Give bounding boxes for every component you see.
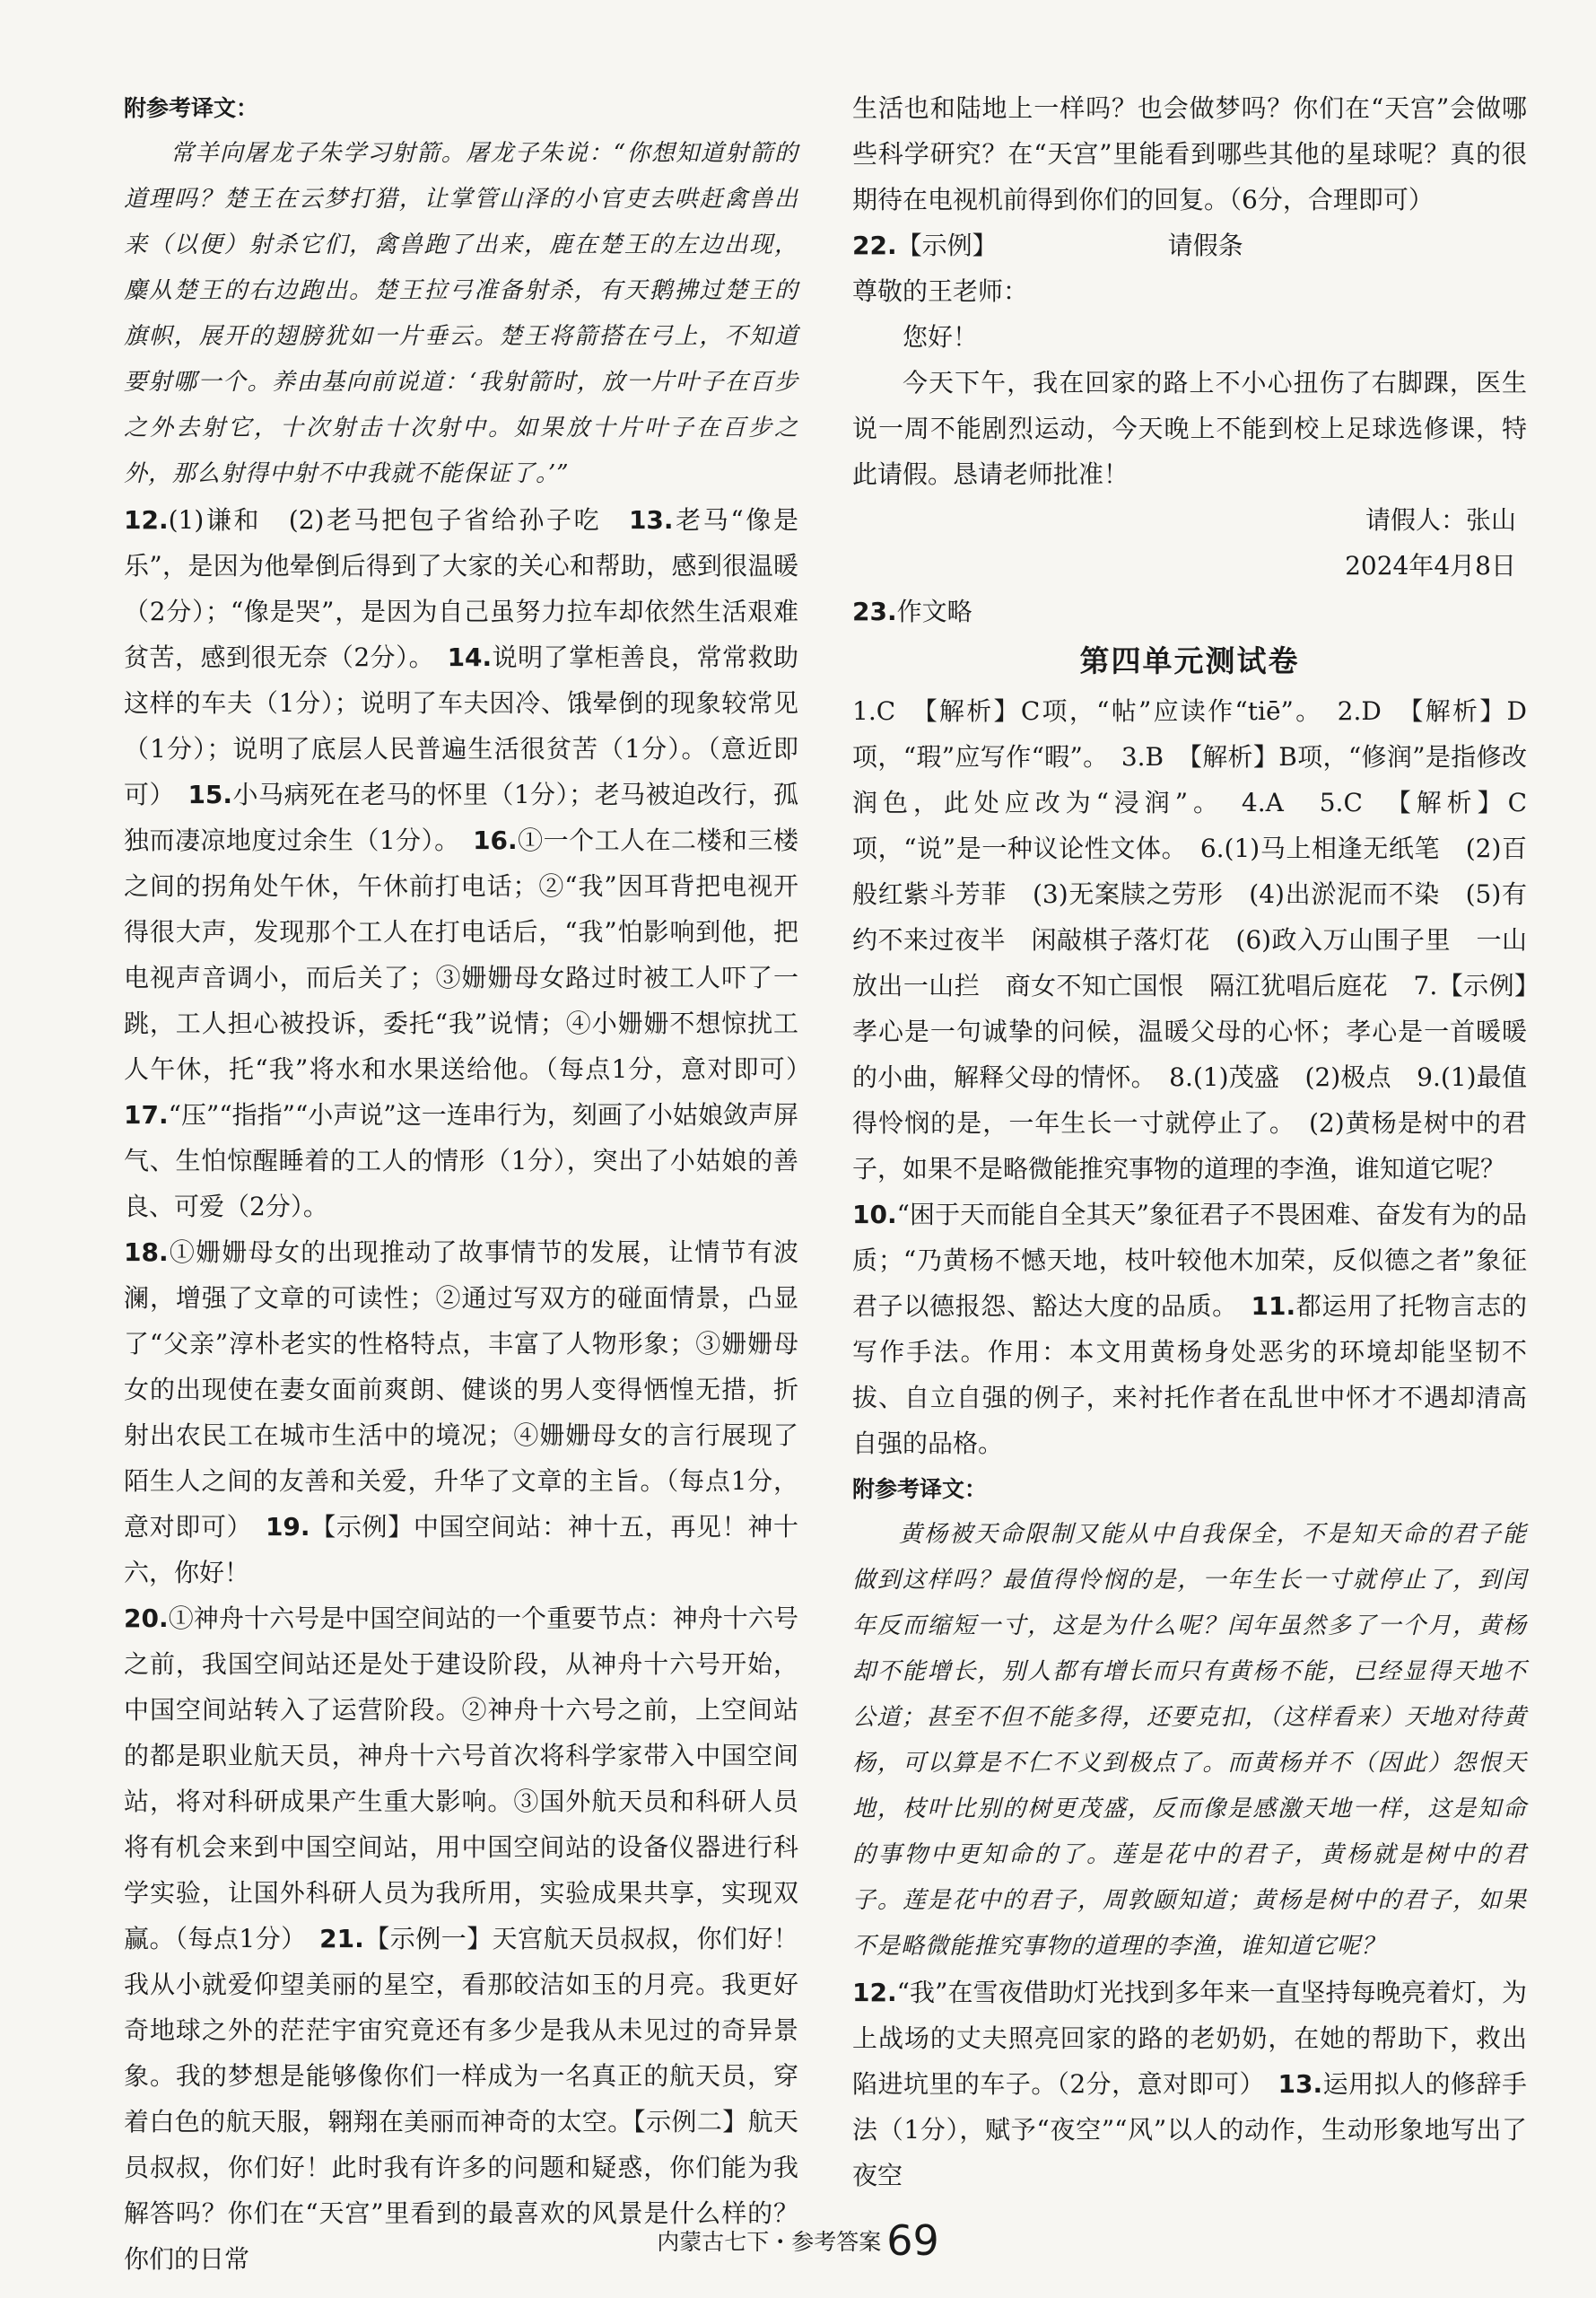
leave-note-date: 2024年4月8日 xyxy=(1345,551,1516,581)
leave-note-greeting: 尊敬的王老师： xyxy=(852,276,1029,306)
answer-num: 12. xyxy=(852,1978,897,2007)
translation-text: 常羊向屠龙子朱学习射箭。屠龙子朱说：“你想知道射箭的道理吗？楚王在云梦打猎，让掌管山泽的小官吏去哄赶禽兽出来（以便）射杀它们，禽兽跑了出来，鹿在楚王的左边出现，麋从楚王的右边跑出。楚王拉弓准备射杀，有天鹅拂过楚王的旗帜，展开的翅膀犹如一片垂云。楚王将箭搭在弓上，不知道要射哪一个。养由基向前说道：‘我射箭时，放一片叶子在百步之外去射它，十次射击十次射中。如果放十片叶子在百步之外，那么射得中射不中我就不能保证了。’” xyxy=(124,140,798,487)
answer-20-21 xyxy=(124,1595,798,2282)
answer-text: 小马病死在老马的怀里（1分）；老马被迫改行，孤独而凄凉地度过余生（1分）。 xyxy=(124,780,798,855)
answer-text: “压”“指指”“小声说”这一连串行为，刻画了小姑娘敛声屏气、生怕惊醒睡着的工人的情形（1分），突出了小姑娘的善良、可爱（2分）。 xyxy=(124,1100,798,1221)
answer-text: 作文略 xyxy=(896,597,972,626)
unit-answers-12-13 xyxy=(852,1970,1527,2198)
answer-num: 21. xyxy=(319,1924,364,1953)
answer-text: 运用拟人的修辞手法（1分），赋予“夜空”“风”以人的动作，生动形象地写出了夜空 xyxy=(852,2069,1527,2190)
unit-answers-1-9: 1.C 【解析】C项，“帖”应读作“tiē”。 2.D 【解析】D项，“瑕”应写作“暇”。 3.B 【解析】B项，“修润”是指修改润色，此处应改为“浸润”。 4.A 5.C 【解析】C项，“说”是一种议论性文体。 6.(1)马上相逢无纸笔 (2)百般红紫斗芳菲 (3)无案牍之劳形 (4)出淤泥而不染 (5)有约不来过夜半 闲敲棋子落灯花 (6)政入万山围子里 一山放出一山拦 商女不知亡国恨 隔江犹唱后庭花 7.【示例】孝心是一句诚挚的问候，温暖父母的心怀；孝心是一首暖暖的小曲，解释父母的情怀。 8.(1)茂盛 (2)极点 9.(1)最值得怜悯的是，一年生长一寸就停止了。 (2)黄杨是树中的君子，如果不是略微能推究事物的道理的李渔，谁知道它呢？ xyxy=(852,696,1527,1184)
answer-18-19 xyxy=(124,1229,798,1595)
answer-text: 说明了掌柜善良，常常救助这样的车夫（1分）；说明了车夫因冷、饿晕倒的现象较常见（1分）；说明了底层人民普遍生活很贫苦（1分）。（意近即可） xyxy=(124,642,798,809)
page-number: 69 xyxy=(886,2216,939,2265)
translation-text: 黄杨被天命限制又能从中自我保全，不是知天命的君子能做到这样吗？最值得怜悯的是，一年生长一寸就停止了，到闰年反而缩短一寸，这是为什么呢？闰年虽然多了一个月，黄杨却不能增长，别人都有增长而只有黄杨不能，已经显得天地不公道；甚至不但不能多得，还要克扣，（这样看来）天地对待黄杨，可以算是不仁不义到极点了。而黄杨并不（因此）怨恨天地，枝叶比别的树更茂盛，反而像是感激天地一样，这是知命的事物中更知命的了。莲是花中的君子，黄杨就是树中的君子。莲是花中的君子，周敦颐知道；黄杨是树中的君子，如果不是略微能推究事物的道理的李渔，谁知道它呢？ xyxy=(852,1521,1527,1960)
left-column xyxy=(124,85,824,2282)
answer-num: 20. xyxy=(124,1603,169,1633)
footer-label: 内蒙古七下・参考答案 xyxy=(657,2229,882,2255)
answer-num: 23. xyxy=(852,597,897,626)
answer-num: 15. xyxy=(188,780,233,809)
answer-num: 13. xyxy=(1278,2069,1323,2099)
answer-num: 16. xyxy=(473,826,518,855)
leave-note-hello: 您好！ xyxy=(903,322,979,352)
translation-heading: 附参考译文： xyxy=(852,1476,988,1502)
answer-text: 都运用了托物言志的写作手法。作用：本文用黄杨身处恶劣的环境却能坚韧不拔、自立自强的例子，来衬托作者在乱世中怀才不遇却清高自强的品格。 xyxy=(852,1291,1527,1458)
answer-num: 11. xyxy=(1251,1291,1296,1321)
answer-text: 老马“像是乐”，是因为他晕倒后得到了大家的关心和帮助，感到很温暖（2分）；“像是哭”，是因为自己虽努力拉车却依然生活艰难贫苦，感到很无奈（2分）。 xyxy=(124,505,798,672)
translation-heading: 附参考译文： xyxy=(124,95,259,121)
leave-note-signature: 请假人：张山 xyxy=(1365,505,1516,535)
leave-note-body: 今天下午，我在回家的路上不小心扭伤了右脚踝，医生说一周不能剧烈运动，今天晚上不能到校上足球选修课，特此请假。恳请老师批准！ xyxy=(852,368,1527,489)
answer-text: ①神舟十六号是中国空间站的一个重要节点：神舟十六号之前，我国空间站还是处于建设阶段，从神舟十六号开始，中国空间站转入了运营阶段。②神舟十六号之前，上空间站的都是职业航天员，神舟十六号首次将科学家带入中国空间站，将对科研成果产生重大影响。③国外航天员和科研人员将有机会来到中国空间站，用中国空间站的设备仪器进行科学实验，让国外科研人员为我所用，实验成果共享，实现双赢。（每点1分） xyxy=(124,1603,798,1953)
unit-title: 第四单元测试卷 xyxy=(1079,643,1300,678)
answer-num: 12. xyxy=(124,505,169,535)
answer-text: “困于天而能自全其天”象征君子不畏困难、奋发有为的品质；“乃黄杨不憾天地，枝叶较他木加荣，反似德之者”象征君子以德报怨、豁达大度的品质。 xyxy=(852,1200,1527,1321)
answer-text: ①一个工人在二楼和三楼之间的拐角处午休，午休前打电话；②“我”因耳背把电视开得很大声，发现那个工人在打电话后，“我”怕影响到他，把电视声音调小，而后关了；③姗姗母女路过时被工人吓了一跳，工人担心被投诉，委托“我”说情；④小姗姗不想惊扰工人午休，托“我”将水和水果送给他。（每点1分，意对即可） xyxy=(124,826,824,1084)
answer-22-header xyxy=(852,223,1527,268)
answer-text: 【示例一】天宫航天员叔叔，你们好！我从小就爱仰望美丽的星空，看那皎洁如玉的月亮。我更好奇地球之外的茫茫宇宙究竟还有多少是我从未见过的奇异景象。我的梦想是能够像你们一样成为一名真正的航天员，穿着白色的航天服，翱翔在美丽而神奇的太空。【示例二】航天员叔叔，你们好！此时我有许多的问题和疑惑，你们能为我解答吗？你们在“天宫”里看到的最喜欢的风景是什么样的？你们的日常 xyxy=(124,1924,798,2274)
unit-answers-10-11 xyxy=(852,1192,1527,1466)
answer-num: 19. xyxy=(265,1512,310,1542)
leave-note-title: 请假条 xyxy=(1167,231,1243,260)
answer-text: ①姗姗母女的出现推动了故事情节的发展，让情节有波澜，增强了文章的可读性；②通过写双方的碰面情景，凸显了“父亲”淳朴老实的性格特点，丰富了人物形象；③姗姗母女的出现使在妻女面前爽朗、健谈的男人变得恓惶无措，折射出农民工在城市生活中的境况；④姗姗母女的言行展现了陌生人之间的友善和关爱，升华了文章的主旨。（每点1分，意对即可） xyxy=(124,1237,798,1542)
page-footer xyxy=(0,2216,1596,2265)
answer-text: “我”在雪夜借助灯光找到多年来一直坚持每晚亮着灯，为上战场的丈夫照亮回家的路的老奶奶，在她的帮助下，救出陷进坑里的车子。（2分，意对即可） xyxy=(852,1978,1527,2099)
answer-num: 18. xyxy=(124,1237,169,1267)
example-tag: 【示例】 xyxy=(896,231,998,260)
answer-21-continued: 生活也和陆地上一样吗？也会做梦吗？你们在“天宫”会做哪些科学研究？在“天宫”里能看到哪些其他的星球呢？真的很期待在电视机前得到你们的回复。（6分，合理即可） xyxy=(852,93,1527,214)
answer-num: 10. xyxy=(852,1200,897,1229)
answer-12-17 xyxy=(124,497,824,1229)
answer-num: 22. xyxy=(852,231,897,260)
answer-num: 17. xyxy=(124,1100,169,1130)
answer-num: 13. xyxy=(628,505,674,535)
answer-23 xyxy=(852,589,1527,634)
answer-text: 【示例】中国空间站：神十五，再见！神十六，你好！ xyxy=(124,1512,798,1587)
answer-text: (1)谦和 (2)老马把包子省给孙子吃 xyxy=(168,505,629,535)
answer-num: 14. xyxy=(447,642,493,672)
right-column xyxy=(852,85,1527,2198)
